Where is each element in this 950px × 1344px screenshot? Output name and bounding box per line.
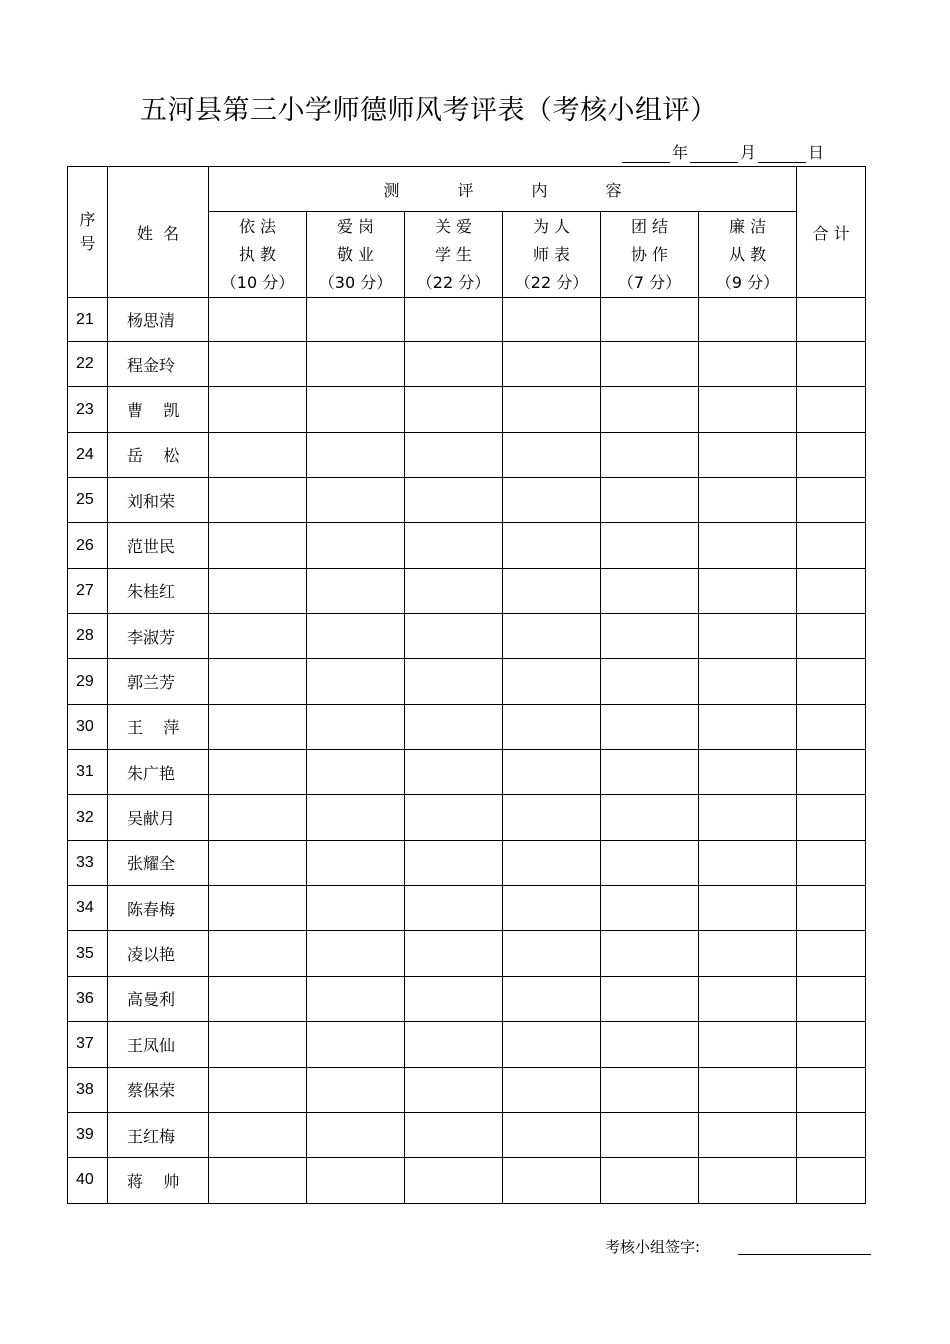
row-name: 王 萍: [108, 704, 209, 749]
score-cell[interactable]: [601, 523, 699, 568]
table-row: [68, 432, 866, 477]
score-cell[interactable]: [209, 795, 307, 840]
score-cell[interactable]: [601, 840, 699, 885]
signature-blank[interactable]: [738, 1254, 871, 1255]
total-cell[interactable]: [797, 1112, 866, 1157]
table-row: [68, 523, 866, 568]
row-name: 凌以艳: [108, 931, 209, 976]
total-cell[interactable]: [797, 387, 866, 432]
category-header: 团 结 协 作 （7 分）: [601, 212, 699, 298]
score-cell[interactable]: [601, 342, 699, 387]
score-cell[interactable]: [503, 1067, 601, 1112]
total-cell[interactable]: [797, 750, 866, 795]
score-cell[interactable]: [699, 1158, 797, 1203]
score-cell[interactable]: [601, 750, 699, 795]
table-row: [68, 840, 866, 885]
score-cell[interactable]: [405, 1112, 503, 1157]
score-cell[interactable]: [307, 704, 405, 749]
name-header: 姓 名: [108, 167, 209, 298]
score-cell[interactable]: [699, 614, 797, 659]
score-cell[interactable]: [209, 387, 307, 432]
score-cell[interactable]: [601, 478, 699, 523]
score-cell[interactable]: [405, 1067, 503, 1112]
score-cell[interactable]: [601, 795, 699, 840]
table-row: [68, 342, 866, 387]
score-cell[interactable]: [405, 750, 503, 795]
total-cell[interactable]: [797, 704, 866, 749]
total-cell[interactable]: [797, 523, 866, 568]
score-cell[interactable]: [209, 1022, 307, 1067]
total-cell[interactable]: [797, 568, 866, 613]
score-cell[interactable]: [405, 931, 503, 976]
score-cell[interactable]: [601, 1158, 699, 1203]
table-row: [68, 704, 866, 749]
row-seq: 30: [68, 704, 108, 749]
score-cell[interactable]: [601, 976, 699, 1021]
score-cell[interactable]: [209, 478, 307, 523]
row-name: 朱广艳: [108, 750, 209, 795]
score-cell[interactable]: [699, 568, 797, 613]
row-name: 王凤仙: [108, 1022, 209, 1067]
total-cell[interactable]: [797, 659, 866, 704]
score-cell[interactable]: [503, 478, 601, 523]
row-name: 李淑芳: [108, 614, 209, 659]
row-seq: 35: [68, 931, 108, 976]
table-row: [68, 298, 866, 342]
score-cell[interactable]: [601, 886, 699, 931]
table-row: [68, 1067, 866, 1112]
score-cell[interactable]: [405, 387, 503, 432]
row-name: 陈春梅: [108, 886, 209, 931]
score-cell[interactable]: [601, 704, 699, 749]
score-cell[interactable]: [601, 659, 699, 704]
score-cell[interactable]: [503, 1112, 601, 1157]
day-blank[interactable]: [758, 146, 806, 163]
table-row: [68, 568, 866, 613]
score-cell[interactable]: [503, 886, 601, 931]
score-cell[interactable]: [307, 1158, 405, 1203]
row-seq: 21: [68, 298, 108, 342]
row-seq: 34: [68, 886, 108, 931]
total-header: 合 计: [797, 167, 866, 298]
table-row: [68, 976, 866, 1021]
score-cell[interactable]: [503, 1022, 601, 1067]
row-name: 范世民: [108, 523, 209, 568]
total-cell[interactable]: [797, 298, 866, 342]
score-cell[interactable]: [209, 1067, 307, 1112]
score-cell[interactable]: [209, 342, 307, 387]
score-cell[interactable]: [503, 976, 601, 1021]
row-name: 杨思清: [108, 298, 209, 342]
row-seq: 36: [68, 976, 108, 1021]
signature-label: 考核小组签字:: [605, 1238, 701, 1256]
score-cell[interactable]: [307, 1112, 405, 1157]
row-name: 程金玲: [108, 342, 209, 387]
year-blank[interactable]: [622, 146, 670, 163]
score-cell[interactable]: [405, 298, 503, 342]
score-cell[interactable]: [209, 659, 307, 704]
score-cell[interactable]: [405, 976, 503, 1021]
category-header: 关 爱 学 生 （22 分）: [405, 212, 503, 298]
score-cell[interactable]: [503, 659, 601, 704]
score-cell[interactable]: [601, 1112, 699, 1157]
score-cell[interactable]: [699, 523, 797, 568]
score-cell[interactable]: [503, 523, 601, 568]
table-row: [68, 1158, 866, 1203]
total-cell[interactable]: [797, 1158, 866, 1203]
seq-header: 序号: [68, 167, 108, 298]
total-cell[interactable]: [797, 478, 866, 523]
score-cell[interactable]: [307, 614, 405, 659]
row-seq: 32: [68, 795, 108, 840]
total-cell[interactable]: [797, 432, 866, 477]
month-blank[interactable]: [690, 146, 738, 163]
row-name: 高曼利: [108, 976, 209, 1021]
row-seq: 39: [68, 1112, 108, 1157]
score-cell[interactable]: [503, 704, 601, 749]
score-cell[interactable]: [405, 840, 503, 885]
score-cell[interactable]: [503, 298, 601, 342]
score-cell[interactable]: [405, 886, 503, 931]
row-seq: 24: [68, 432, 108, 477]
score-cell[interactable]: [307, 659, 405, 704]
score-cell[interactable]: [209, 1158, 307, 1203]
row-seq: 29: [68, 659, 108, 704]
score-cell[interactable]: [503, 432, 601, 477]
category-header: 依 法 执 教 （10 分）: [209, 212, 307, 298]
score-cell[interactable]: [601, 432, 699, 477]
year-label: 年: [672, 143, 689, 162]
score-cell[interactable]: [601, 568, 699, 613]
score-cell[interactable]: [503, 931, 601, 976]
score-cell[interactable]: [601, 298, 699, 342]
table-row: [68, 750, 866, 795]
score-cell[interactable]: [209, 976, 307, 1021]
table-row: [68, 931, 866, 976]
score-cell[interactable]: [307, 387, 405, 432]
score-cell[interactable]: [699, 342, 797, 387]
total-cell[interactable]: [797, 342, 866, 387]
score-cell[interactable]: [503, 750, 601, 795]
total-cell[interactable]: [797, 931, 866, 976]
score-cell[interactable]: [209, 750, 307, 795]
total-cell[interactable]: [797, 614, 866, 659]
row-name: 刘和荣: [108, 478, 209, 523]
row-seq: 37: [68, 1022, 108, 1067]
score-cell[interactable]: [405, 795, 503, 840]
score-cell[interactable]: [601, 1067, 699, 1112]
table-row: [68, 795, 866, 840]
score-cell[interactable]: [699, 387, 797, 432]
row-name: 蔡保荣: [108, 1067, 209, 1112]
score-cell[interactable]: [699, 478, 797, 523]
score-cell[interactable]: [601, 931, 699, 976]
score-cell[interactable]: [699, 298, 797, 342]
score-cell[interactable]: [699, 976, 797, 1021]
table-row: [68, 659, 866, 704]
row-name: 岳 松: [108, 432, 209, 477]
score-cell[interactable]: [699, 931, 797, 976]
score-cell[interactable]: [699, 795, 797, 840]
date-line: [622, 140, 826, 163]
score-cell[interactable]: [405, 342, 503, 387]
total-cell[interactable]: [797, 1067, 866, 1112]
score-cell[interactable]: [307, 886, 405, 931]
score-cell[interactable]: [601, 387, 699, 432]
score-cell[interactable]: [699, 1112, 797, 1157]
score-cell[interactable]: [405, 1022, 503, 1067]
row-seq: 26: [68, 523, 108, 568]
score-cell[interactable]: [209, 432, 307, 477]
total-cell[interactable]: [797, 1022, 866, 1067]
content-header: 测评内容: [209, 167, 797, 212]
row-seq: 23: [68, 387, 108, 432]
score-cell[interactable]: [209, 1112, 307, 1157]
row-name: 朱桂红: [108, 568, 209, 613]
score-cell[interactable]: [405, 568, 503, 613]
score-cell[interactable]: [503, 795, 601, 840]
row-seq: 38: [68, 1067, 108, 1112]
score-cell[interactable]: [307, 432, 405, 477]
score-cell[interactable]: [209, 298, 307, 342]
score-cell[interactable]: [503, 840, 601, 885]
score-cell[interactable]: [209, 931, 307, 976]
score-cell[interactable]: [307, 795, 405, 840]
row-seq: 40: [68, 1158, 108, 1203]
score-cell[interactable]: [307, 750, 405, 795]
score-cell[interactable]: [209, 840, 307, 885]
score-cell[interactable]: [699, 1067, 797, 1112]
row-seq: 22: [68, 342, 108, 387]
score-cell[interactable]: [503, 387, 601, 432]
score-cell[interactable]: [209, 614, 307, 659]
score-cell[interactable]: [405, 704, 503, 749]
table-row: [68, 478, 866, 523]
total-cell[interactable]: [797, 795, 866, 840]
row-name: 吴献月: [108, 795, 209, 840]
month-label: 月: [740, 143, 757, 162]
score-cell[interactable]: [405, 614, 503, 659]
score-cell[interactable]: [307, 478, 405, 523]
score-cell[interactable]: [405, 478, 503, 523]
score-cell[interactable]: [307, 298, 405, 342]
row-name: 王红梅: [108, 1112, 209, 1157]
row-seq: 31: [68, 750, 108, 795]
score-cell[interactable]: [699, 432, 797, 477]
score-cell[interactable]: [307, 342, 405, 387]
score-cell[interactable]: [699, 750, 797, 795]
score-cell[interactable]: [307, 1067, 405, 1112]
score-cell[interactable]: [503, 568, 601, 613]
score-cell[interactable]: [699, 1022, 797, 1067]
score-cell[interactable]: [209, 704, 307, 749]
table-row: [68, 1022, 866, 1067]
score-cell[interactable]: [405, 432, 503, 477]
row-seq: 28: [68, 614, 108, 659]
score-cell[interactable]: [405, 659, 503, 704]
total-cell[interactable]: [797, 886, 866, 931]
total-cell[interactable]: [797, 976, 866, 1021]
score-cell[interactable]: [699, 840, 797, 885]
table-row: [68, 614, 866, 659]
total-cell[interactable]: [797, 840, 866, 885]
row-name: 曹 凯: [108, 387, 209, 432]
row-name: 张耀全: [108, 840, 209, 885]
day-label: 日: [808, 143, 825, 162]
score-cell[interactable]: [405, 1158, 503, 1203]
category-header: 廉 洁 从 教 （9 分）: [699, 212, 797, 298]
row-seq: 25: [68, 478, 108, 523]
table-row: [68, 886, 866, 931]
row-seq: 27: [68, 568, 108, 613]
score-cell[interactable]: [699, 704, 797, 749]
table-row: [68, 387, 866, 432]
score-cell[interactable]: [307, 976, 405, 1021]
score-cell[interactable]: [307, 840, 405, 885]
score-cell[interactable]: [209, 886, 307, 931]
category-header: 爱 岗 敬 业 （30 分）: [307, 212, 405, 298]
score-cell[interactable]: [307, 568, 405, 613]
score-cell[interactable]: [503, 1158, 601, 1203]
score-cell[interactable]: [503, 342, 601, 387]
score-cell[interactable]: [405, 523, 503, 568]
row-name: 蒋 帅: [108, 1158, 209, 1203]
score-cell[interactable]: [307, 931, 405, 976]
row-seq: 33: [68, 840, 108, 885]
score-cell[interactable]: [209, 523, 307, 568]
row-name: 郭兰芳: [108, 659, 209, 704]
score-cell[interactable]: [209, 568, 307, 613]
category-header: 为 人 师 表 （22 分）: [503, 212, 601, 298]
score-cell[interactable]: [601, 1022, 699, 1067]
page-title: 五河县第三小学师德师风考评表（考核小组评）: [140, 95, 718, 126]
score-cell[interactable]: [601, 614, 699, 659]
score-cell[interactable]: [307, 523, 405, 568]
score-cell[interactable]: [307, 1022, 405, 1067]
score-cell[interactable]: [503, 614, 601, 659]
score-cell[interactable]: [699, 659, 797, 704]
score-cell[interactable]: [699, 886, 797, 931]
evaluation-table: [67, 166, 866, 1204]
table-row: [68, 1112, 866, 1157]
